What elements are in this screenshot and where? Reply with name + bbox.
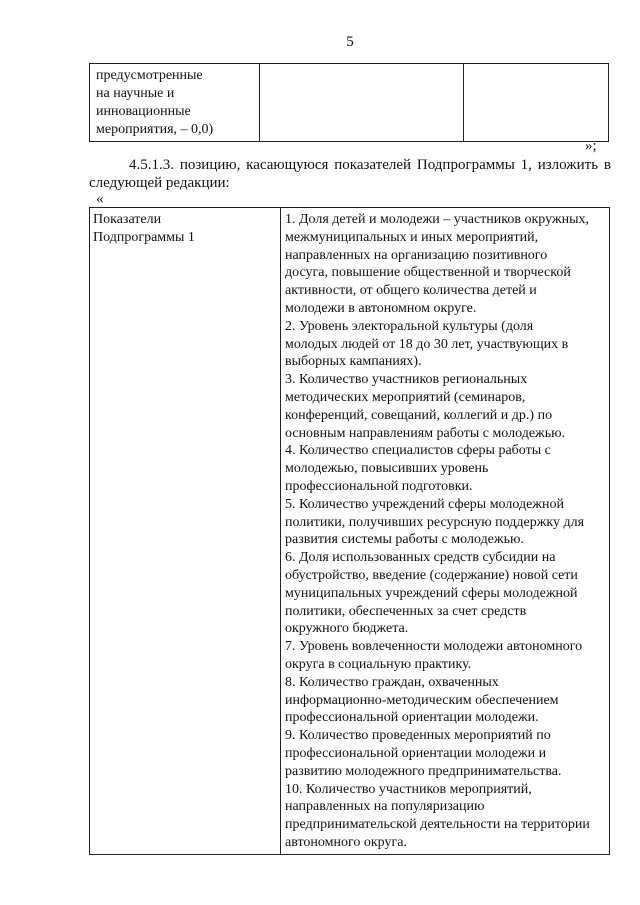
indicator-line: 10. Количество участников мероприятий,	[285, 781, 532, 797]
indicator-line: 9. Количество проведенных мероприятий по	[285, 728, 551, 744]
indicator-line: развитию молодежного предпринимательства.	[285, 763, 562, 779]
indicator-line: межмуниципальных и иных мероприятий,	[285, 229, 539, 245]
indicator-line: 5. Количество учреждений сферы молодежной	[285, 496, 564, 512]
indicator-line: предпринимательской деятельности на территории	[285, 817, 590, 833]
indicator-line: политики, получивших ресурсную поддержку для	[285, 514, 585, 530]
indicator-line: активности, от общего количества детей и	[285, 283, 537, 299]
indicators-label-cell	[90, 208, 281, 855]
cell-line: инновационные	[96, 104, 191, 119]
table-row	[90, 64, 609, 142]
cell-line: предусмотренные	[96, 68, 203, 83]
indicator-line: муниципальных учреждений сферы молодежной	[285, 585, 578, 601]
indicator-line: выборных кампаниях).	[285, 354, 422, 370]
indicator-line: профессиональной подготовки.	[285, 478, 473, 494]
indicator-line: молодежью, повысивших уровень	[285, 461, 489, 477]
continuation-cell-empty	[464, 64, 609, 142]
paragraph-line: 4.5.1.3. позицию, касающуюся показателей Подпрограммы 1, изложить в	[129, 157, 611, 173]
amendment-paragraph	[89, 156, 611, 192]
indicator-line: основным направлениям работы с молодежью.	[285, 425, 566, 441]
indicator-line: молодежи в автономном округе.	[285, 300, 477, 316]
cell-line: на научные и	[96, 86, 175, 101]
closing-quote: »;	[585, 138, 597, 154]
label-line: Подпрограммы 1	[93, 229, 195, 245]
indicator-line: 2. Уровень электоральной культуры (доля	[285, 318, 534, 334]
indicator-line: информационно-методическим обеспечением	[285, 692, 559, 708]
label-line: Показатели	[93, 212, 162, 227]
continuation-cell-empty	[260, 64, 464, 142]
indicator-line: 3. Количество участников региональных	[285, 372, 528, 388]
indicator-line: 7. Уровень вовлеченности молодежи автономного	[285, 639, 583, 655]
paragraph-line: следующей редакции:	[89, 175, 230, 191]
indicator-line: обустройство, введение (содержание) новой сети	[285, 567, 578, 583]
indicator-line: профессиональной ориентации молодежи и	[285, 745, 547, 761]
indicator-line: методических мероприятий (семинаров,	[285, 389, 526, 405]
indicators-table	[89, 207, 610, 855]
page-number: 5	[346, 34, 354, 50]
indicator-line: досуга, повышение общественной и творческой	[285, 265, 571, 281]
indicator-line: автономного округа.	[285, 834, 407, 850]
continuation-cell-text	[90, 64, 260, 142]
indicators-list-cell	[281, 208, 610, 855]
indicator-line: 6. Доля использованных средств субсидии на	[285, 550, 556, 566]
table-row	[90, 208, 610, 855]
indicator-line: округа в социальную практику.	[285, 656, 472, 672]
indicator-line: направленных на организацию позитивного	[285, 247, 548, 263]
indicator-line: 8. Количество граждан, охваченных	[285, 674, 499, 690]
indicator-line: развития системы работы с молодежью.	[285, 532, 524, 548]
opening-quote: «	[96, 191, 104, 207]
indicator-line: профессиональной ориентации молодежи.	[285, 710, 539, 726]
indicator-line: 4. Количество специалистов сферы работы с	[285, 443, 551, 459]
cell-line: мероприятия, – 0,0)	[96, 122, 214, 137]
continuation-table	[89, 63, 609, 142]
indicator-line: политики, обеспеченных за счет средств	[285, 603, 527, 619]
indicator-line: конференций, совещаний, коллегий и др.) по	[285, 407, 553, 423]
indicator-line: молодых людей от 18 до 30 лет, участвующих в	[285, 336, 569, 352]
indicator-line: 1. Доля детей и молодежи – участников окружных,	[285, 212, 589, 227]
indicator-line: направленных на популяризацию	[285, 799, 485, 815]
indicator-line: окружного бюджета.	[285, 621, 409, 637]
